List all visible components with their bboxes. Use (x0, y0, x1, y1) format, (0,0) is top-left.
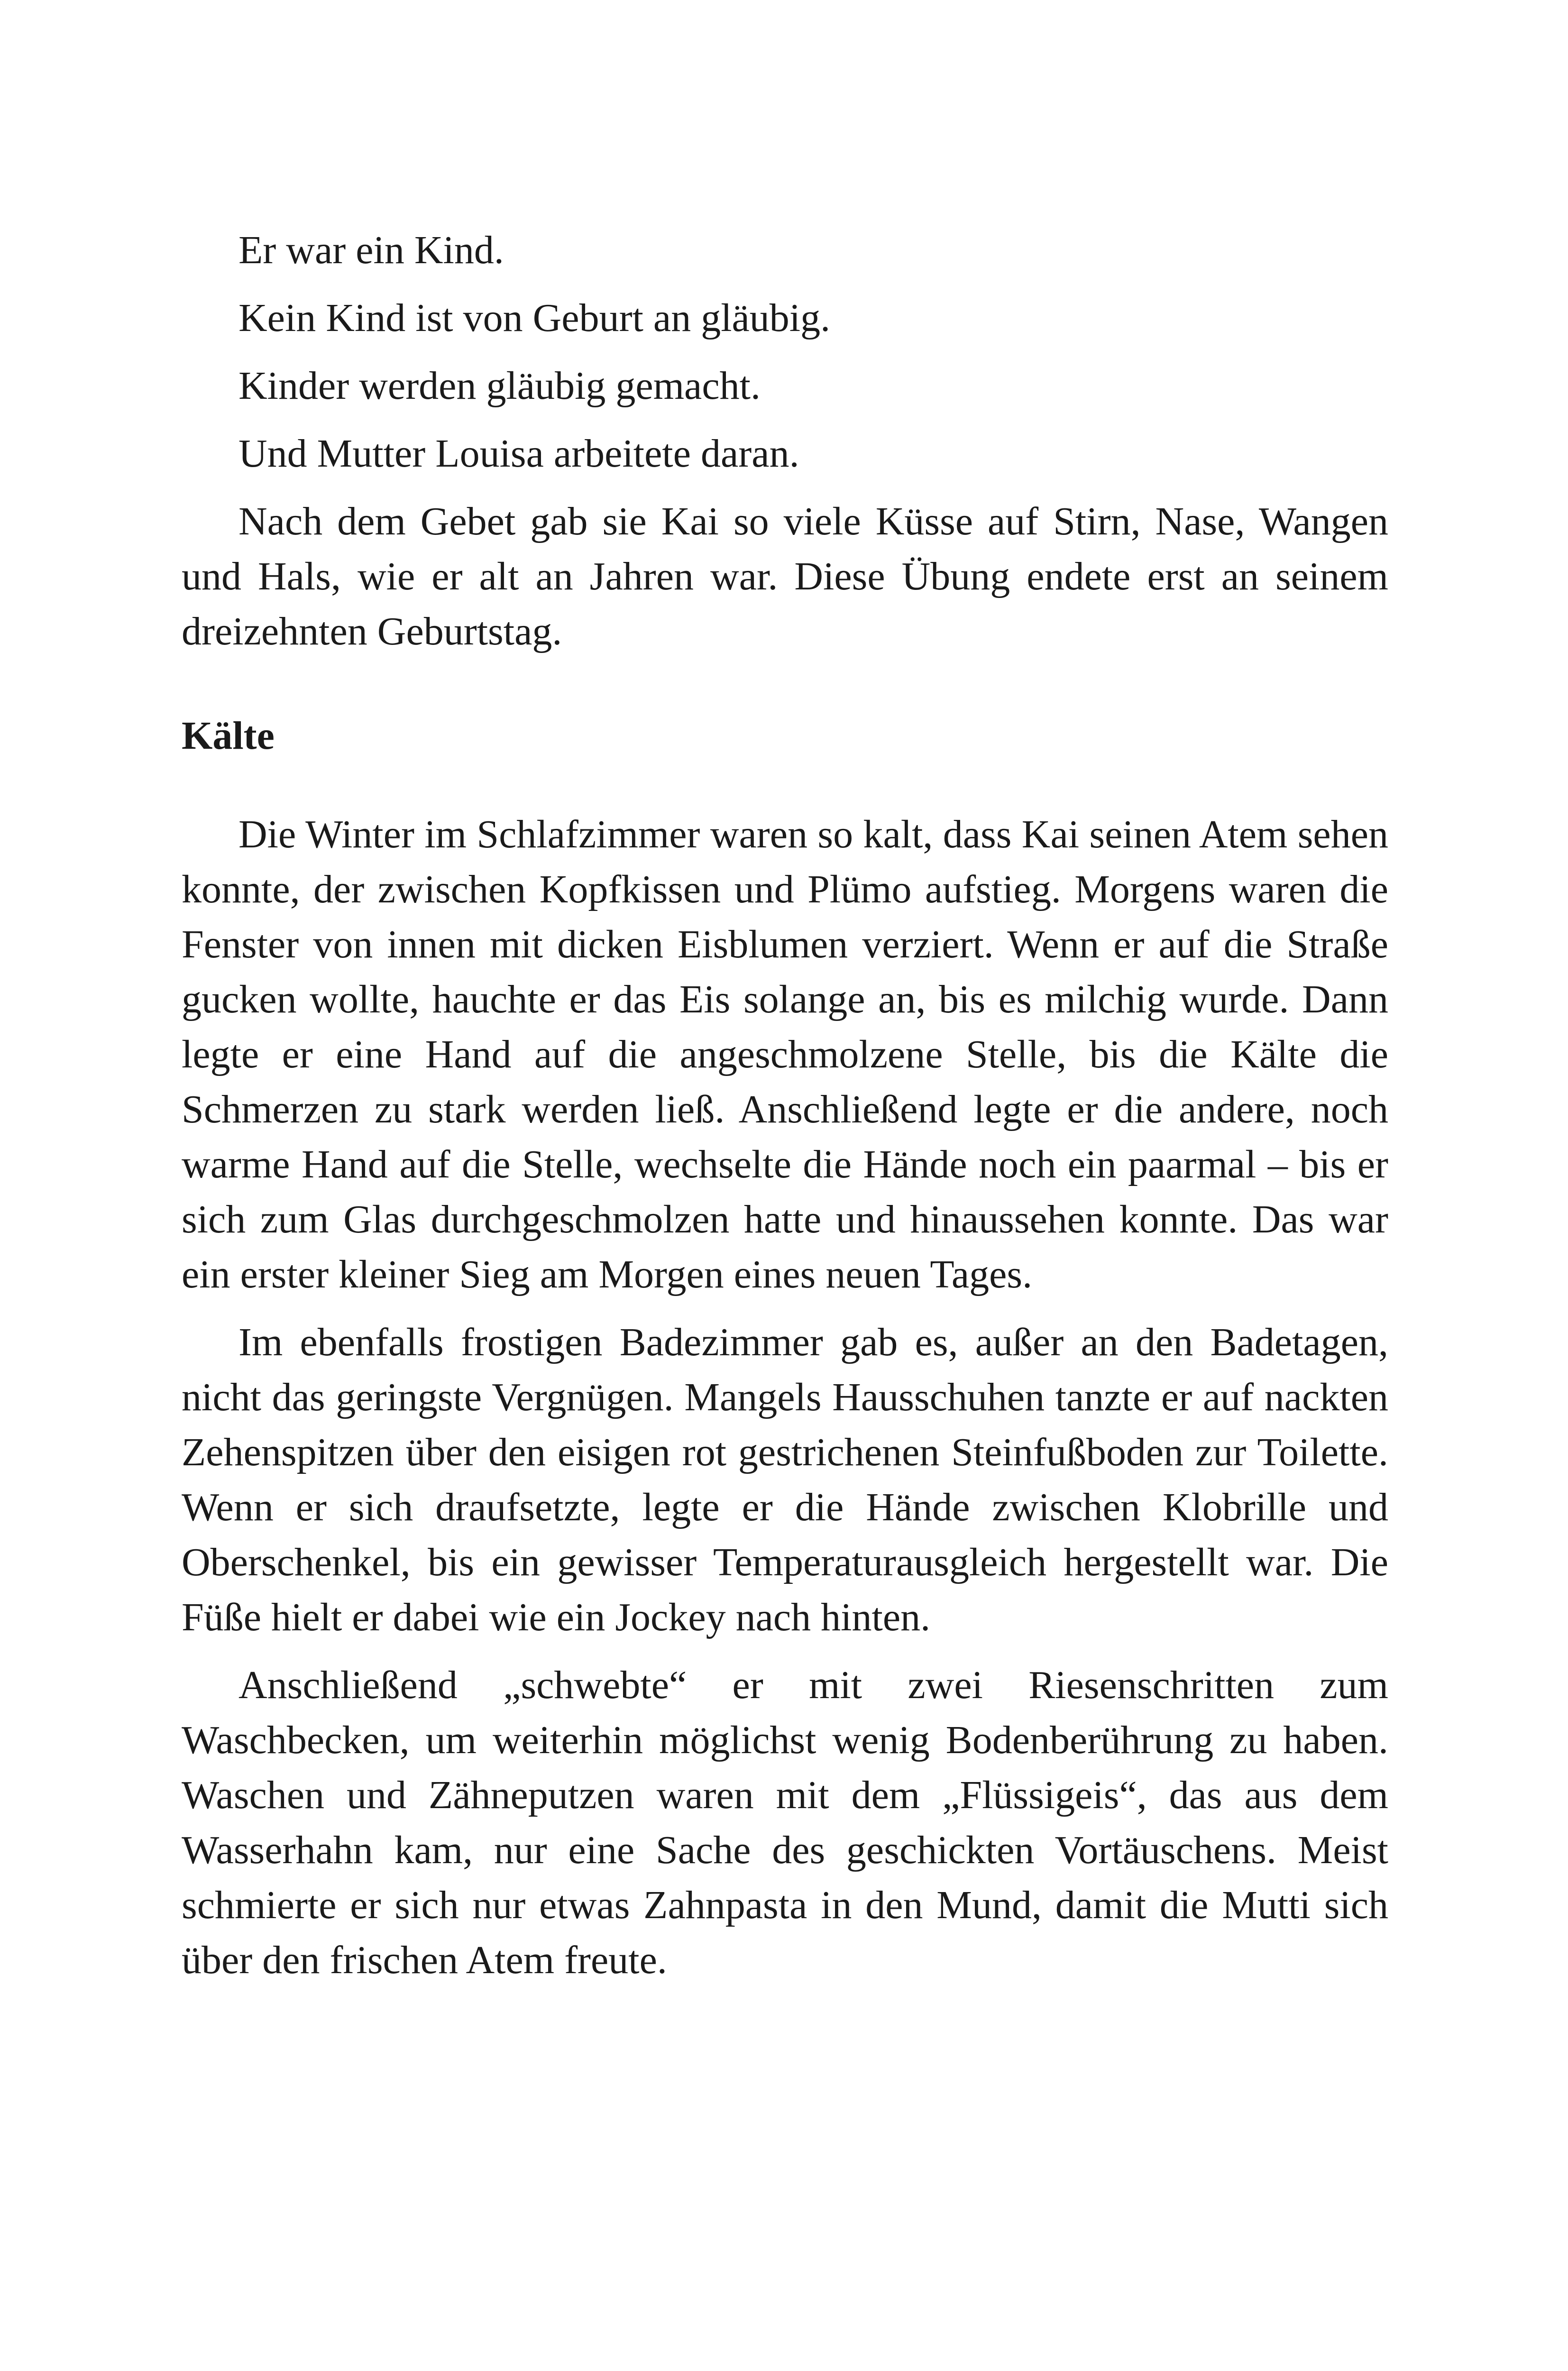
paragraph-winter: Die Winter im Schlafzimmer waren so kalt, dass Kai seinen Atem sehen konnte, der zwischen Kopfkissen und Plümo aufstieg. Morgens waren die Fenster von innen mit dicken Eisblumen verziert. Wenn er auf die Straße gucken wollte, hauchte er das Eis solange an, bis es milchig wurde. Dann legte er eine Hand auf die angeschmolzene Stelle, bis die Kälte die Schmerzen zu stark werden ließ. Anschließend legte er die andere, noch warme Hand auf die Stelle, wechselte die Hände noch ein paarmal – bis er sich zum Glas durchgeschmolzen hatte und hinaussehen konnte. Das war ein erster kleiner Sieg am Morgen eines neuen Tages. (182, 812, 1388, 1296)
opening-line-2: Kein Kind ist von Geburt an gläubig. (238, 296, 831, 340)
paragraph-washing: Anschließend „schwebte“ er mit zwei Riesenschritten zum Waschbecken, um weiterhin möglichst wenig Bodenberührung zu haben. Waschen und Zähneputzen waren mit dem „Flüssigeis“, das aus dem Wasserhahn kam, nur eine Sache des geschickten Vortäuschens. Meist schmierte er sich nur etwas Zahnpasta in den Mund, damit die Mutti sich über den frischen Atem freute. (182, 1663, 1388, 1982)
opening-line-4: Und Mutter Louisa arbeitete daran. (238, 432, 799, 476)
opening-line-1: Er war ein Kind. (238, 228, 504, 272)
opening-line-3: Kinder werden gläubig gemacht. (238, 364, 761, 408)
section-heading: Kälte (182, 714, 275, 758)
body-text (182, 223, 1388, 1988)
paragraph-kiss: Nach dem Gebet gab sie Kai so viele Küsse auf Stirn, Nase, Wangen und Hals, wie er alt an Jahren war. Diese Übung endete erst an seinem dreizehnten Geburtstag. (182, 499, 1388, 653)
paragraph-bathroom: Im ebenfalls frostigen Badezimmer gab es, außer an den Badetagen, nicht das geringste Vergnügen. Mangels Hausschuhen tanzte er auf nackten Zehenspitzen über den eisigen rot gestrichenen Steinfußboden zur Toilette. Wenn er sich draufsetzte, legte er die Hände zwischen Klobrille und Oberschenkel, bis ein gewisser Temperaturausgleich hergestellt war. Die Füße hielt er dabei wie ein Jockey nach hinten. (182, 1320, 1388, 1639)
page-number (182, 2369, 219, 2371)
